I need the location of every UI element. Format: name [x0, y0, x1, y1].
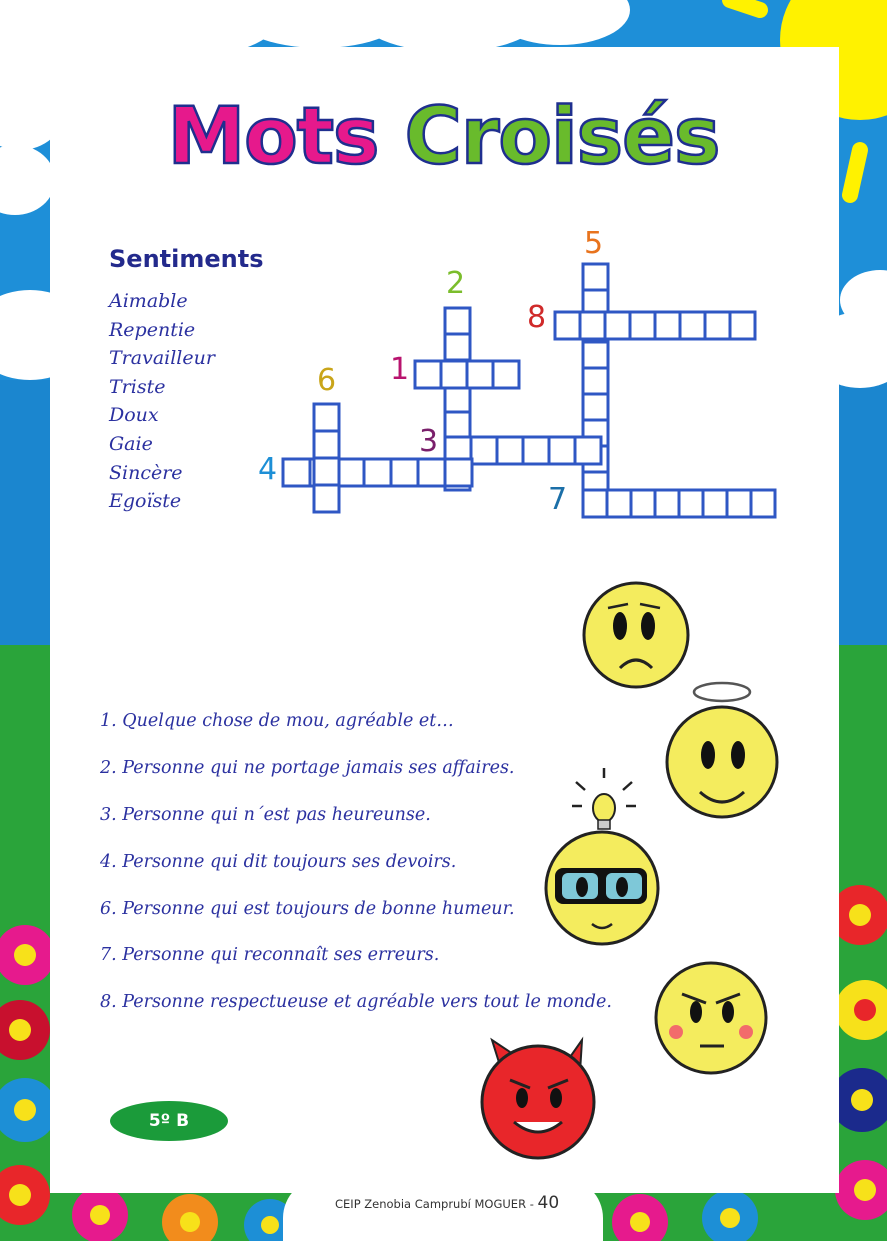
list-item: Sincère	[109, 461, 183, 484]
page-footer	[335, 1193, 559, 1213]
clue-item: 3. Personne qui n´est pas heureunse.	[100, 804, 431, 825]
grid-number-2: 2	[446, 266, 466, 301]
angel-face-icon	[667, 683, 777, 817]
list-item: Egoïste	[109, 490, 182, 513]
clue-item: 4. Personne qui dit toujours ses devoirs.	[100, 851, 457, 872]
clue-item: 6. Personne qui est toujours de bonne humeur.	[100, 898, 515, 919]
title-word-mots: Mots	[167, 92, 379, 182]
grid-number-1: 1	[390, 352, 410, 387]
list-item: Aimable	[109, 290, 188, 312]
grid-number-7: 7	[548, 482, 568, 517]
class-badge: 5º B	[110, 1101, 228, 1141]
clue-item: 1. Quelque chose de mou, agréable et…	[100, 711, 454, 731]
clue-item: 8. Personne respectueuse et agréable vers tout le monde.	[100, 992, 612, 1013]
sad-face-icon	[584, 583, 688, 687]
grid-number-5: 5	[584, 226, 604, 261]
suspicious-face-icon	[656, 963, 766, 1073]
list-item: Gaie	[109, 432, 153, 455]
title-word-croises: Croisés	[404, 92, 720, 182]
list-item: Triste	[109, 375, 166, 398]
footer-text: CEIP Zenobia Camprubí MOGUER -	[335, 1197, 538, 1211]
list-item: Travailleur	[109, 347, 215, 370]
word-list-heading: Sentiments	[109, 245, 264, 273]
grid-number-3: 3	[419, 424, 439, 459]
list-item: Repentie	[109, 318, 196, 341]
grid-number-8: 8	[527, 300, 547, 335]
clue-item: 7. Personne qui reconnaît ses erreurs.	[100, 945, 440, 966]
devil-face-icon	[482, 1040, 594, 1158]
grid-number-6: 6	[317, 363, 337, 398]
grid-number-4: 4	[258, 452, 278, 487]
page-number: 40	[537, 1193, 560, 1213]
clue-item: 2. Personne qui ne portage jamais ses affaires.	[100, 757, 515, 778]
idea-face-icon	[546, 768, 658, 944]
list-item: Doux	[109, 404, 159, 427]
